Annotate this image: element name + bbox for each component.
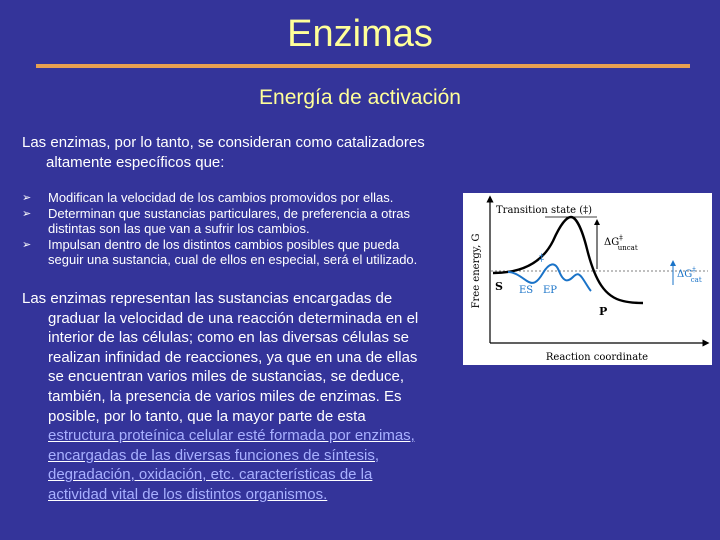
body-link-line[interactable]: estructura proteínica celular esté formada por enzimas,: [48, 427, 415, 445]
catalyzed-transition-dagger: ‡: [539, 253, 544, 264]
body-line: realizan infinidad de reacciones, ya que en una de ellas: [48, 348, 418, 366]
arrow-bullet-icon: ➢: [22, 206, 32, 220]
y-axis-label: Free energy, G: [471, 233, 482, 309]
body-line: Las enzimas representan las sustancias encargadas de: [22, 290, 393, 307]
uncat-energy-label: ΔG‡ uncat: [604, 234, 638, 252]
transition-state-label: Transition state (‡): [496, 205, 593, 216]
es-complex-label: ES: [519, 285, 534, 296]
slide-subtitle: Energía de activación: [259, 86, 461, 109]
ep-complex-label: EP: [543, 285, 558, 296]
cat-energy-label: ΔG‡ cat: [677, 266, 702, 284]
bullet-text: seguir una sustancia, cual de ellos en especial, será el utilizado.: [48, 252, 418, 267]
bullet-text: Determinan que sustancias particulares, de preferencia a otras: [48, 205, 411, 221]
body-line: también, la presencia de varios miles de enzimas. Es: [48, 387, 402, 405]
body-link-line[interactable]: actividad vital de los distintos organismos.: [48, 485, 328, 503]
uncatalyzed-curve: [493, 217, 643, 303]
arrow-bullet-icon: ➢: [22, 191, 32, 204]
body-line: se encuentran varios miles de sustancias, se deduce,: [48, 368, 405, 386]
body-line: posible, por lo tanto, que la mayor parte de esta: [48, 407, 366, 425]
bullet-item: [22, 206, 462, 237]
substrate-label: S: [495, 280, 503, 293]
intro-paragraph: [22, 133, 462, 173]
body-line: graduar la velocidad de una reacción determinada en el: [48, 309, 419, 327]
intro-line-2: altamente específicos que:: [46, 154, 225, 171]
activation-energy-diagram: [463, 193, 712, 365]
body-link-line[interactable]: encargadas de las diversas funciones de síntesis,: [48, 446, 380, 464]
bullet-item: [22, 237, 462, 268]
x-axis-label: Reaction coordinate: [545, 352, 649, 363]
arrow-bullet-icon: ➢: [22, 237, 32, 251]
body-link-line[interactable]: degradación, oxidación, etc. características de la: [48, 466, 373, 484]
bullet-text: Impulsan dentro de los distintos cambios posibles que pueda: [48, 236, 400, 252]
body-paragraph: [22, 289, 447, 505]
bullet-list: [22, 190, 462, 268]
title-divider: [36, 64, 690, 68]
bullet-text: distintas son las que van a sufrir los cambios.: [48, 221, 310, 236]
body-line: interior de las células; como en las diversas células se: [48, 329, 410, 347]
product-label: P: [599, 305, 608, 318]
intro-line-1: Las enzimas, por lo tanto, se consideran como catalizadores: [22, 134, 425, 151]
bullet-text: Modifican la velocidad de los cambios promovidos por ellas.: [48, 190, 394, 205]
slide-title: Enzimas: [287, 13, 433, 55]
bullet-item: [22, 190, 462, 206]
